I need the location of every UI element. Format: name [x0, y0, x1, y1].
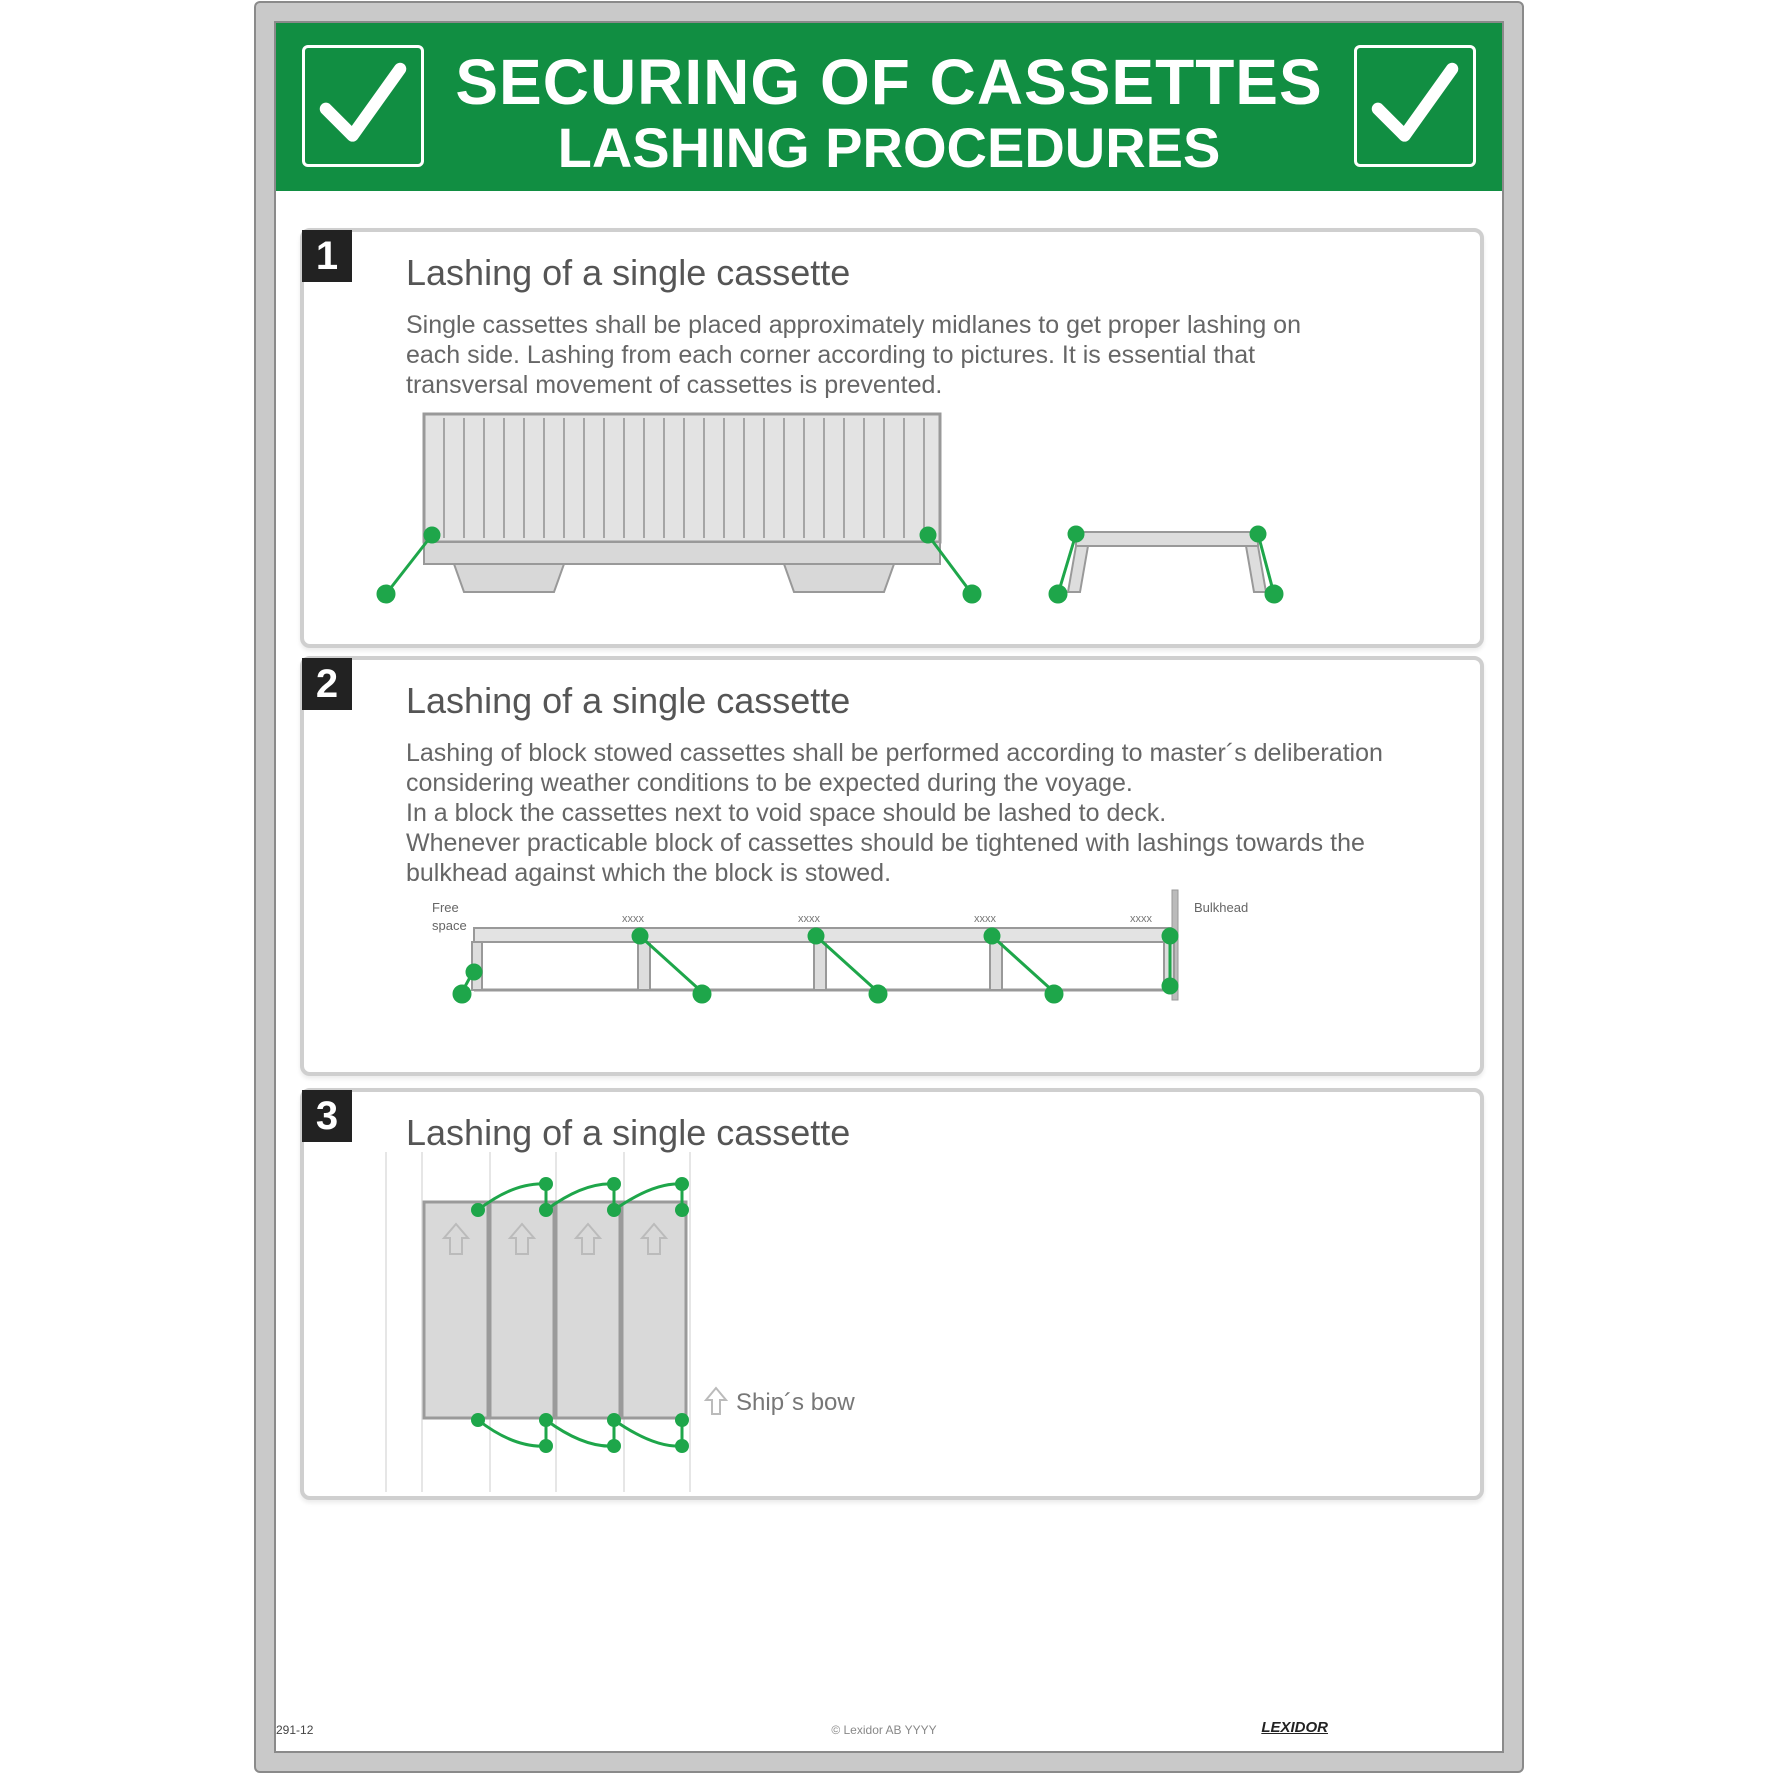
free-space-label: space	[432, 918, 467, 933]
arrow-up-icon	[706, 1388, 726, 1414]
block-stowage-diagram	[304, 660, 1488, 1080]
header-banner	[276, 23, 1502, 191]
panel-title: Lashing of a single cassette	[406, 252, 851, 293]
checkmark-icon	[1354, 45, 1476, 167]
diagram-small-label: xxxx	[974, 913, 996, 925]
step-number: 1	[302, 230, 352, 282]
text-line: considering weather conditions to be expected during the voyage.	[406, 769, 1133, 797]
panel-title: Lashing of a single cassette	[406, 1112, 851, 1153]
diagram-small-label: xxxx	[622, 913, 644, 925]
brand-logo: LEXIDOR	[1261, 1719, 1328, 1736]
diagram-small-label: xxxx	[1130, 913, 1152, 925]
copyright	[734, 1723, 1034, 1737]
copyright-text: Lexidor AB YYYY	[843, 1723, 937, 1737]
panel-2	[300, 656, 1484, 1076]
panel-title: Lashing of a single cassette	[406, 680, 851, 721]
page-subtitle: LASHING PROCEDURES	[557, 116, 1221, 179]
cassette-end	[1076, 532, 1258, 546]
cassette-legs	[472, 942, 1174, 990]
cassette-side	[424, 414, 940, 542]
text-line: In a block the cassettes next to void space should be lashed to deck.	[406, 799, 1167, 827]
text-line: Single cassettes shall be placed approximately midlanes to get proper lashing on	[406, 311, 1301, 339]
text-line: each side. Lashing from each corner according to pictures. It is essential that	[406, 341, 1256, 369]
poster	[276, 23, 1502, 1751]
copyright-icon: ©	[831, 1723, 841, 1737]
panel-1	[300, 228, 1484, 648]
text-line: Lashing of block stowed cassettes shall be performed according to master´s deliberation	[406, 739, 1383, 767]
ships-bow-label: Ship´s bow	[736, 1389, 855, 1416]
text-line: bulkhead against which the block is stowed.	[406, 859, 892, 887]
text-line: transversal movement of cassettes is prevented.	[406, 371, 943, 399]
bulkhead-label: Bulkhead	[1194, 900, 1249, 915]
step-number: 2	[302, 658, 352, 710]
step-number: 3	[302, 1090, 352, 1142]
diagram-small-label: xxxx	[798, 913, 820, 925]
single-cassette-diagram	[304, 232, 1488, 652]
text-line: Whenever practicable block of cassettes should be tightened with lashings towards the	[406, 829, 1365, 857]
poster-code: 291-12	[276, 1723, 314, 1737]
top-view-diagram	[304, 1092, 1488, 1504]
free-space-label: Free	[432, 900, 459, 915]
page-title: SECURING OF CASSETTES	[455, 46, 1323, 118]
cassettes-top-view	[424, 1202, 686, 1418]
panel-3	[300, 1088, 1484, 1500]
